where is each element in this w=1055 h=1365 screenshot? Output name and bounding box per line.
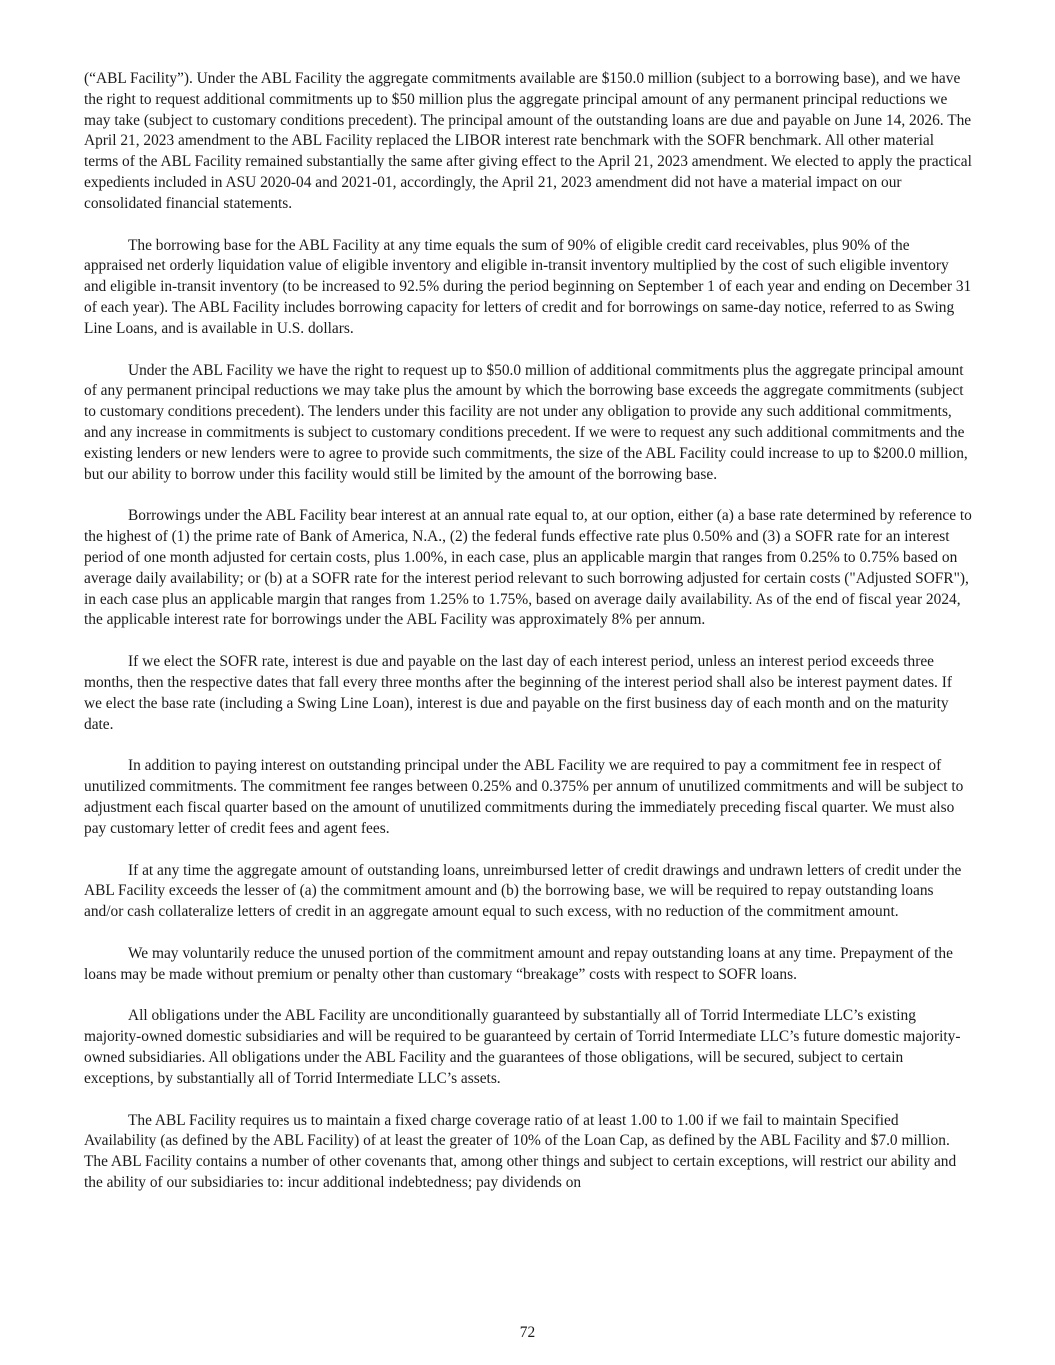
paragraph-commitment-fee: In addition to paying interest on outstanding principal under the ABL Facility we are required to pay a commitment fee in respect of unutilized commitments. The commitment fee ranges between 0.25% and 0.375% per annum of unutilized commitments and will be subject to adjustment each fiscal quarter based on the amount of unutilized commitments during the immediately preceding fiscal quarter. We must also pay customary letter of credit fees and agent fees. [84,757,964,837]
page-number: 72 [519,1324,536,1341]
paragraph-abl-facility-overview: (“ABL Facility”). Under the ABL Facility the aggregate commitments available are $150.0 million (subject to a borrowing base), and we have the right to request additional commitments up to $50 million plus the aggregate principal amount of any permanent principal reductions we may take (subject to customary conditions precedent). The principal amount of the outstanding loans are due and payable on June 14, 2026. The April 21, 2023 amendment to the ABL Facility replaced the LIBOR interest rate benchmark with the SOFR benchmark. All other material terms of the ABL Facility remained substantially the same after giving effect to the April 21, 2023 amendment. We elected to apply the practical expedients included in ASU 2020-04 and 2021-01, accordingly, the April 21, 2023 amendment did not have a material impact on our consolidated financial statements. [84,70,972,212]
paragraph-guarantees: All obligations under the ABL Facility are unconditionally guaranteed by substantially all of Torrid Intermediate LLC’s existing majority-owned domestic subsidiaries and will be required to be guaranteed by certain of Torrid Intermediate LLC’s future domestic majority-owned subsidiaries. All obligations under the ABL Facility and the guarantees of those obligations, will be secured, subject to certain exceptions, by substantially all of Torrid Intermediate LLC’s assets. [84,1007,961,1087]
paragraph-sofr-payment-dates: If we elect the SOFR rate, interest is due and payable on the last day of each interest period, unless an interest period exceeds three months, then the respective dates that fall every three months after the beginning of the interest period shall also be interest payment dates. If we elect the base rate (including a Swing Line Loan), interest is due and payable on the first business day of each month and on the maturity date. [84,653,953,733]
paragraph-interest-rates: Borrowings under the ABL Facility bear interest at an annual rate equal to, at our option, either (a) a base rate determined by reference to the highest of (1) the prime rate of Bank of America, N.A., (2) the federal funds effective rate plus 0.50% and (3) a SOFR rate for an interest period of one month adjusted for certain costs, plus 1.00%, in each case, plus an applicable margin that ranges from 0.25% to 0.75% based on average daily availability; or (b) at a SOFR rate for the interest period relevant to such borrowing adjusted for certain costs ("Adjusted SOFR"), in each case plus an applicable margin that ranges from 1.25% to 1.75%, based on average daily availability. As of the end of fiscal year 2024, the applicable interest rate for borrowings under the ABL Facility was approximately 8% per annum. [84,507,972,629]
paragraph-borrowing-base: The borrowing base for the ABL Facility at any time equals the sum of 90% of eligible credit card receivables, plus 90% of the appraised net orderly liquidation value of eligible inventory and eligible in-transit inventory multiplied by the cost of such eligible inventory and eligible in-transit inventory (to be increased to 92.5% during the period beginning on September 1 of each year and ending on December 31 of each year). The ABL Facility includes borrowing capacity for letters of credit and for borrowings on same-day notice, referred to as Swing Line Loans, and is available in U.S. dollars. [84,236,972,337]
document-body [84,69,972,1215]
paragraph-additional-commitments: Under the ABL Facility we have the right to request up to $50.0 million of additional commitments plus the aggregate principal amount of any permanent principal reductions we may take plus the amount by which the borrowing base exceeds the aggregate commitments (subject to customary conditions precedent). The lenders under this facility are not under any obligation to provide any such additional commitments, and any increase in commitments is subject to customary conditions precedent. If we were to request any such additional commitments and the existing lenders or new lenders were to agree to provide such commitments, the size of the ABL Facility could increase to up to $200.0 million, but our ability to borrow under this facility would still be limited by the amount of the borrowing base. [84,361,968,483]
paragraph-covenants: The ABL Facility requires us to maintain a fixed charge coverage ratio of at least 1.00 to 1.00 if we fail to maintain Specified Availability (as defined by the ABL Facility) of at least the greater of 10% of the Loan Cap, as defined by the ABL Facility and $7.0 million. The ABL Facility contains a number of other covenants that, among other things and subject to certain exceptions, will restrict our ability and the ability of our subsidiaries to: incur additional indebtedness; pay dividends on [84,1111,957,1192]
paragraph-excess-repayment: If at any time the aggregate amount of outstanding loans, unreimbursed letter of credit drawings and undrawn letters of credit under the ABL Facility exceeds the lesser of (a) the commitment amount and (b) the borrowing base, we will be required to repay outstanding loans and/or cash collateralize letters of credit in an aggregate amount equal to such excess, with no reduction of the commitment amount. [84,861,962,921]
paragraph-voluntary-reduction: We may voluntarily reduce the unused portion of the commitment amount and repay outstanding loans at any time. Prepayment of the loans may be made without premium or penalty other than customary “breakage” costs with respect to SOFR loans. [84,944,953,983]
